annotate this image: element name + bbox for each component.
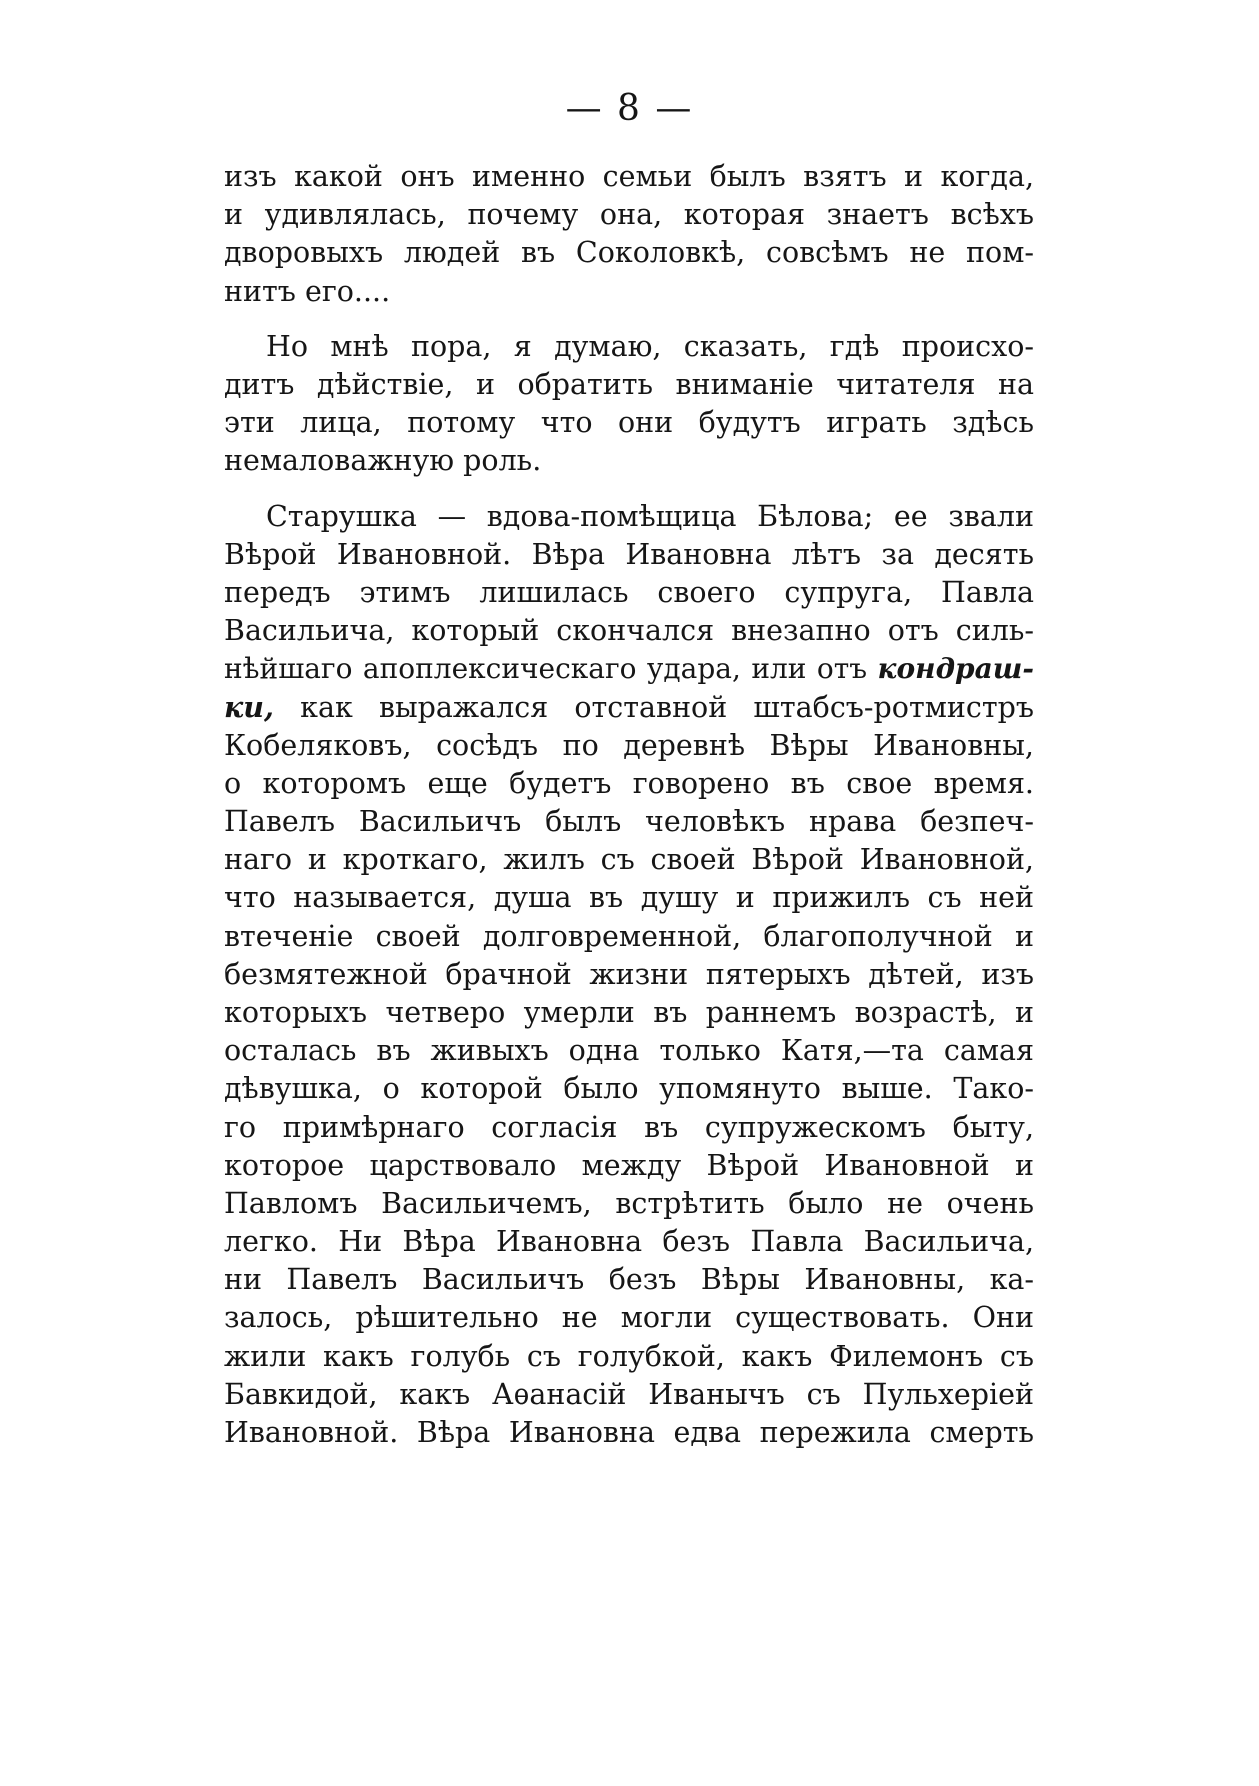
text-line: дворовыхъ людей въ Соколовкѣ, совсѣмъ не пом- — [224, 236, 1034, 270]
text-line: Кобеляковъ, сосѣдъ по деревнѣ Вѣры Ивановны, — [224, 728, 1034, 762]
text-line: нитъ его.... — [224, 274, 391, 308]
text-line: которыхъ четверо умерли въ раннемъ возрастѣ, и — [224, 995, 1034, 1029]
text-line: изъ какой онъ именно семьи былъ взятъ и когда, — [224, 160, 1034, 193]
text-line: эти лица, потому что они будутъ играть здѣсь — [224, 406, 1034, 440]
text-line — [224, 1452, 1034, 1490]
text-segment: нѣйшаго апоплексическаго удара, или отъ — [224, 652, 868, 686]
text-line: Ивановной. Вѣра Ивановна едва пережила смерть — [224, 1416, 1034, 1449]
text-line: жили какъ голубь съ голубкой, какъ Филемонъ съ — [224, 1339, 1034, 1373]
text-line: дитъ дѣйствіе, и обратить вниманіе читателя на — [224, 367, 1034, 401]
paragraph — [224, 328, 1034, 481]
text-line: осталась въ живыхъ одна только Катя,—та самая — [224, 1034, 1034, 1068]
text-line: наго и кроткаго, жилъ съ своей Вѣрой Ивановной, — [224, 843, 1034, 877]
text-line: залось, рѣшительно не могли существовать. Они — [224, 1301, 1034, 1335]
text-line: Старушка — вдова-помѣщица Бѣлова; ее звали — [266, 499, 1034, 533]
text-line: легко. Ни Вѣра Ивановна безъ Павла Васильича, — [224, 1225, 1034, 1259]
text-line: безмятежной брачной жизни пятерыхъ дѣтей, изъ — [224, 957, 1034, 991]
text-line: Павелъ Васильичъ былъ человѣкъ нрава безпеч- — [224, 805, 1034, 838]
text-line: втеченіе своей долговременной, благополучной и — [224, 919, 1034, 953]
text-line: о которомъ еще будетъ говорено въ свое время. — [224, 766, 1034, 800]
text-line: Павломъ Васильичемъ, встрѣтить было не очень — [224, 1186, 1034, 1220]
italic-word-end: ки, — [224, 690, 274, 725]
text-line: дѣвушка, о которой было упомянуто выше. Тако- — [224, 1072, 1034, 1106]
page-number: — 8 — — [565, 88, 694, 129]
text-line: Бавкидой, какъ Аѳанасій Иванычъ съ Пульхеріей — [224, 1377, 1034, 1411]
page-text — [224, 158, 1034, 1490]
text-line: го примѣрнаго согласія въ супружескомъ быту, — [224, 1110, 1034, 1144]
text-segment: как выражался отставной штабсъ-ротмистръ — [300, 691, 1034, 725]
paragraph — [224, 158, 1034, 311]
text-line: Вѣрой Ивановной. Вѣра Ивановна лѣтъ за десять — [224, 537, 1034, 571]
text-line: которое царствовало между Вѣрой Ивановной и — [224, 1148, 1034, 1182]
italic-word: кондраш- — [877, 652, 1035, 686]
text-line: что называется, душа въ душу и прижилъ съ ней — [224, 881, 1034, 915]
paragraph — [224, 498, 1034, 1491]
text-line: передъ этимъ лишилась своего супруга, Павла — [224, 575, 1034, 609]
text-line: и удивлялась, почему она, которая знаетъ всѣхъ — [224, 198, 1034, 232]
text-line-with-italic — [224, 650, 1034, 688]
text-line: Васильича, который скончался внезапно отъ силь- — [224, 614, 1034, 648]
text-line: ни Павелъ Васильичъ безъ Вѣры Ивановны, ка- — [224, 1263, 1034, 1297]
text-line: немаловажную роль. — [224, 444, 542, 478]
text-line: Но мнѣ пора, я думаю, сказать, гдѣ происхо- — [266, 329, 1034, 363]
text-line-with-italic — [224, 688, 1034, 726]
